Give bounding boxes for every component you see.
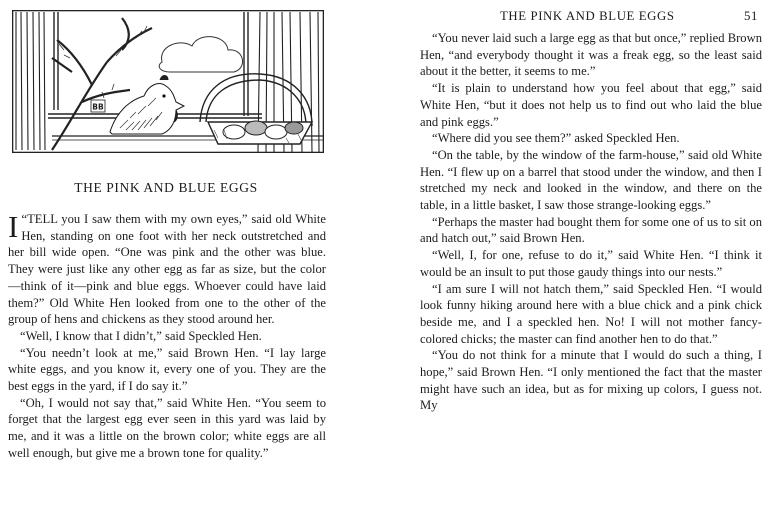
hen-window-illustration — [12, 10, 324, 153]
paragraph: “Well, I know that I didn’t,” said Speckled Hen. — [20, 328, 262, 343]
paragraph: “Perhaps the master had bought them for some one of us to sit on and hatch out,” said Brown Hen. — [420, 214, 762, 246]
illustration-monogram: BB — [92, 102, 104, 112]
paragraph: “Well, I, for one, refuse to do it,” said White Hen. “I think it would be an insult to put those gaudy things into our nests.” — [420, 248, 762, 279]
right-page-text — [420, 30, 762, 414]
running-title: THE PINK AND BLUE EGGS — [500, 9, 675, 23]
paragraph: “On the table, by the window of the farm-house,” said old White Hen. “I flew up on a barrel that stood under the window, and then I stretched my neck and looked in the window, and there on the table, in a little basket, I saw those strange-looking eggs.” — [420, 147, 762, 213]
opening-quote-mark: “ — [21, 211, 28, 226]
paragraph: “It is plain to understand how you feel about that egg,” said White Hen, “but it does not help us to find out who laid the blue and pink eggs.” — [420, 81, 762, 129]
paragraph: “You do not think for a minute that I would do such a thing, I hope,” said Brown Hen. “I only mentioned the fact that the master might have such an idea, but as for mixing up colors, I guess not. My — [420, 348, 762, 413]
drop-cap: I — [8, 209, 19, 244]
paragraph: “I am sure I will not hatch them,” said Speckled Hen. “I would look funny hiking around here with a blue chick and a pink chick beside me, and I a speckled hen. No! I will not mother fancy-colored chicks; the master can find another hen to do that.” — [420, 281, 762, 346]
paragraph: “Oh, I would not say that,” said White Hen. “You seem to forget that the largest egg ever seen in this yard was laid by me, and it was a little on the brown color; white eggs are all well enough, but give me a brown tone for quality.” — [8, 395, 326, 460]
chapter-title: THE PINK AND BLUE EGGS — [74, 180, 258, 195]
illustration-drawing — [12, 10, 324, 153]
paragraph: “Where did you see them?” asked Speckled Hen. — [432, 131, 680, 146]
paragraph: “You never laid such a large egg as that but once,” replied Brown Hen, “and everybody thought it was a freak egg, so the least said about it the better, it seems to me.” — [420, 31, 762, 79]
opening-paragraph-text: TELL you I saw them with my own eyes,” said old White Hen, standing on one foot with her neck outstretched and her bill wide open. “One was pink and the other was blue. They were just like any other egg as far as size, but the color—think of it—pink and blue eggs. Whoever could have laid them?” Old White Hen looked from one to the other of the group of hens and chickens as they stood around her. — [8, 212, 326, 327]
running-head — [392, 9, 770, 27]
left-page-text — [8, 211, 326, 462]
right-page — [392, 0, 770, 507]
opening-paragraph — [8, 211, 326, 328]
paragraph: “You needn’t look at me,” said Brown Hen. “I lay large white eggs, and you know it, every one of you. They are the best eggs in the yard, if I do say it.” — [8, 345, 326, 394]
page-number: 51 — [744, 9, 758, 23]
